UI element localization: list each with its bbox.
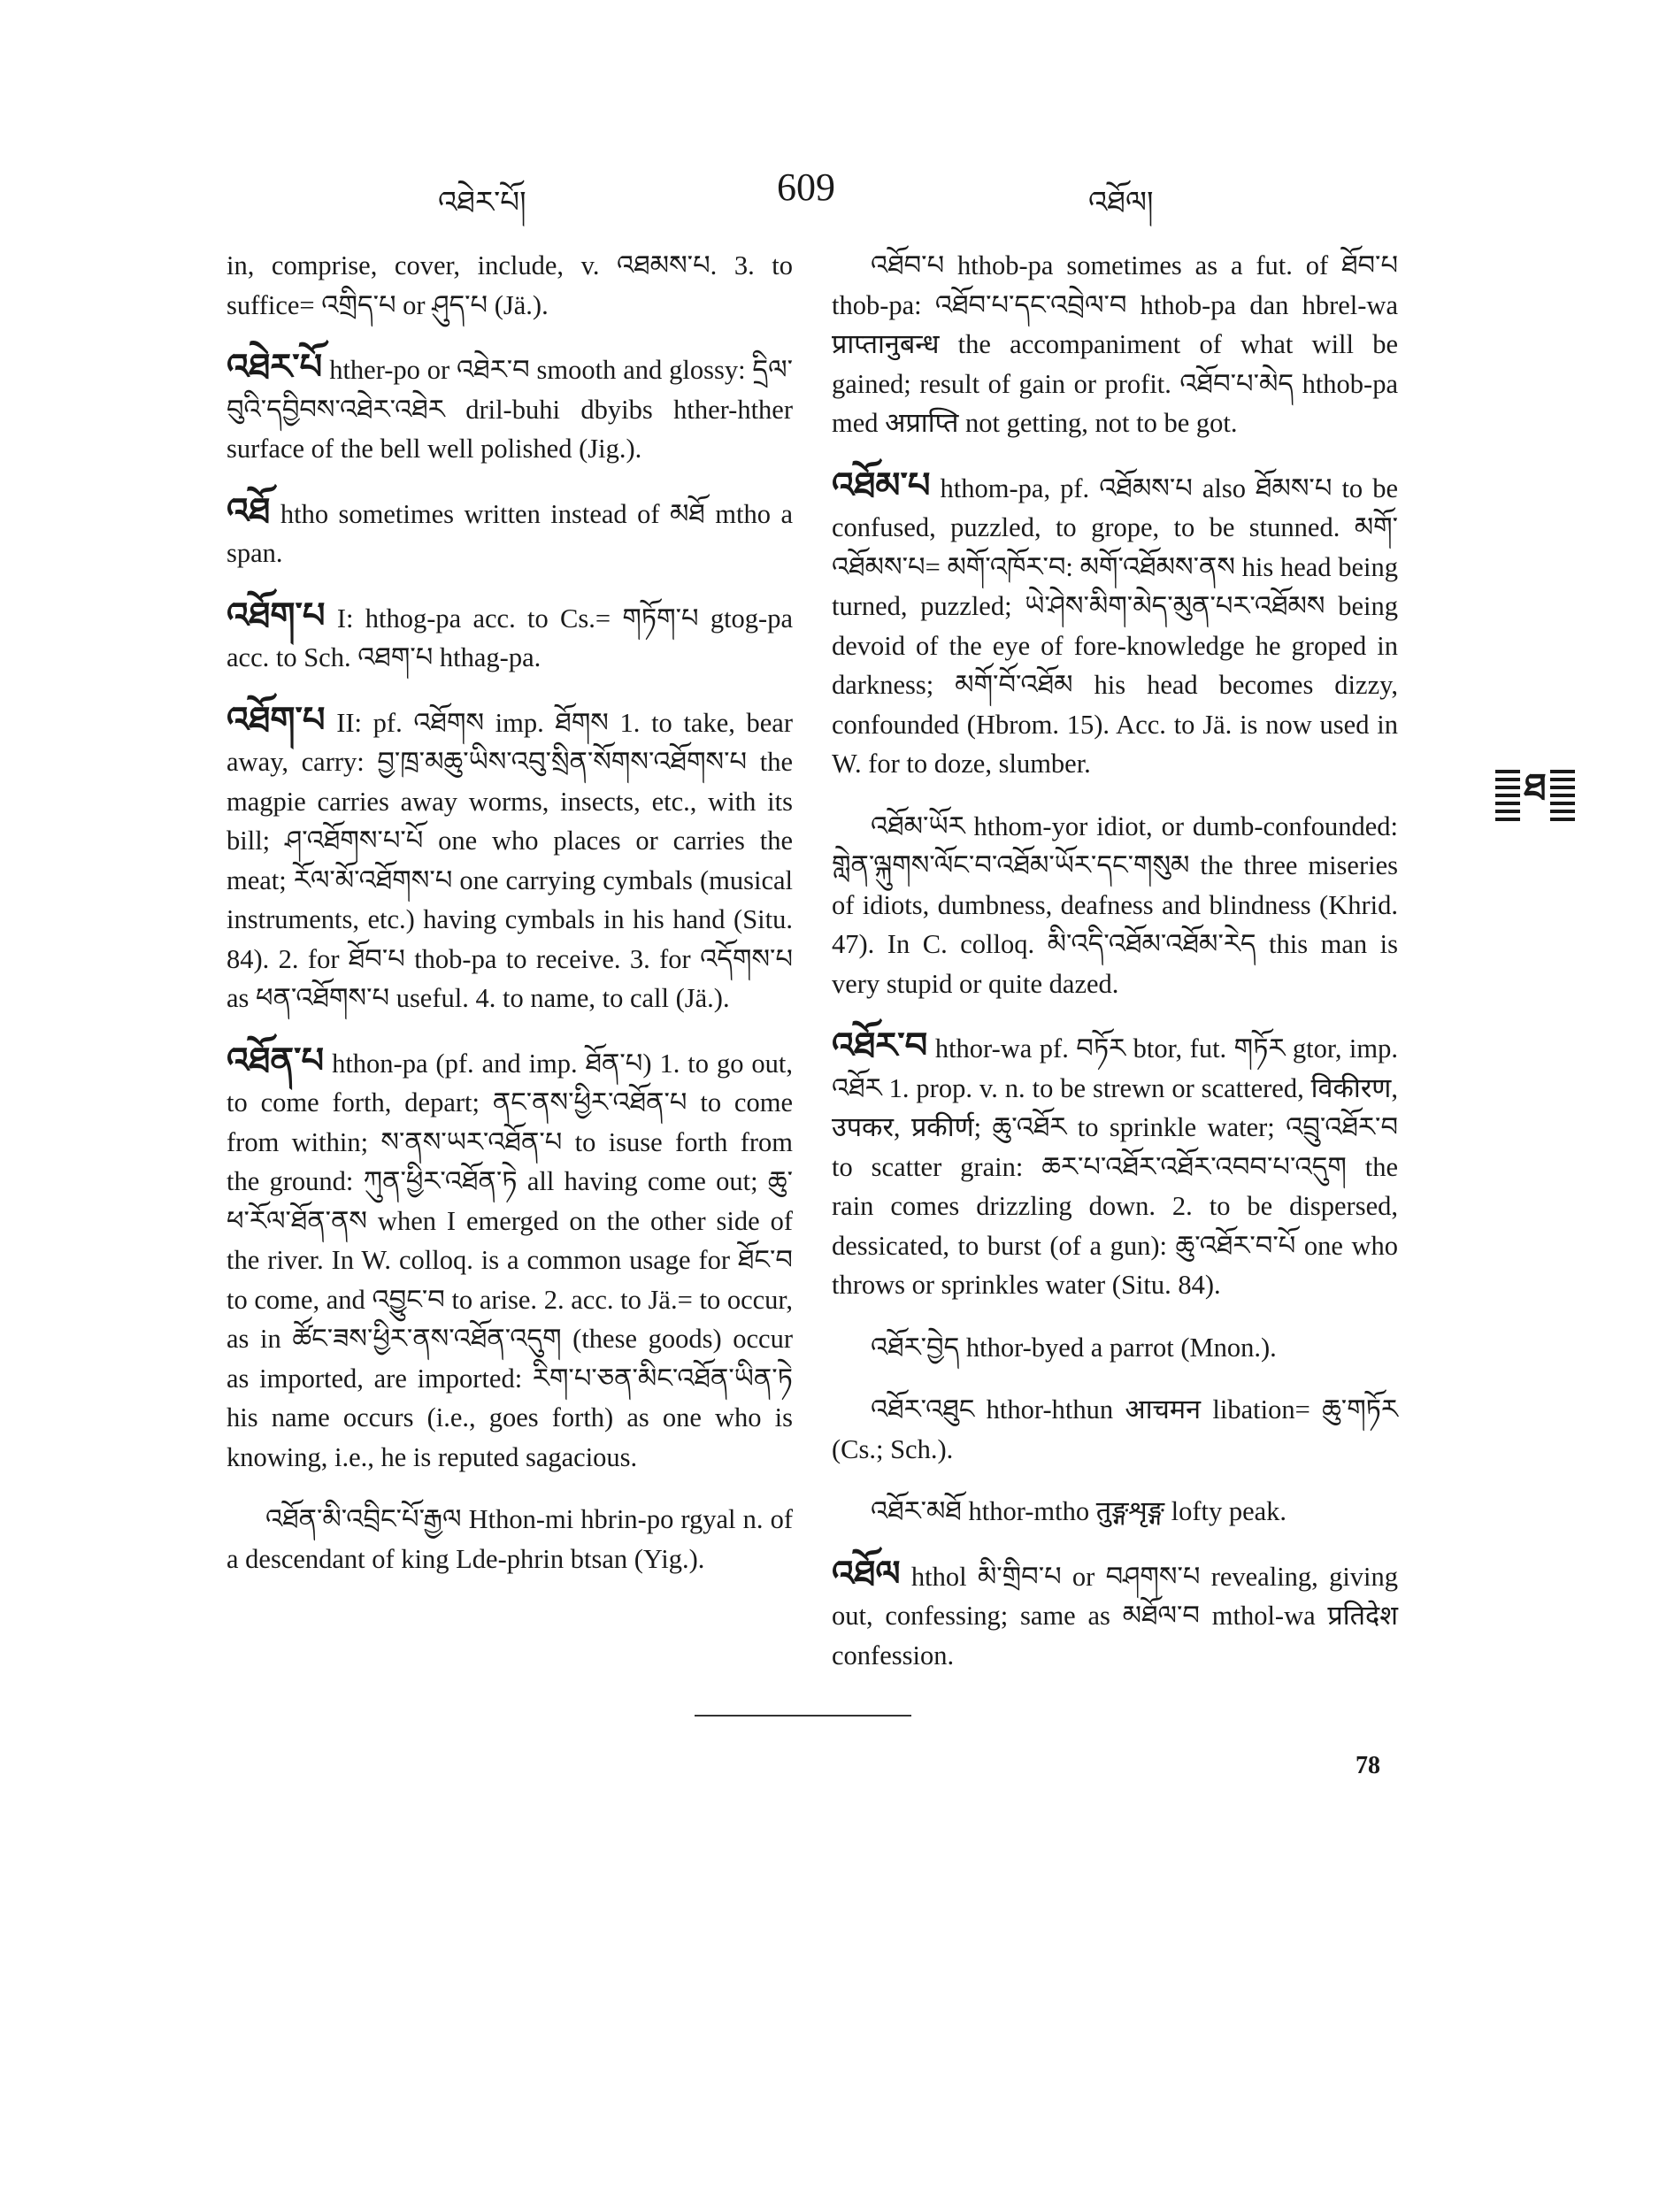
entry-hthom-pa xyxy=(832,466,1398,784)
thumb-index-tab xyxy=(1495,767,1575,825)
entry-htho xyxy=(227,492,793,573)
entry-hthor-wa xyxy=(832,1026,1398,1305)
entry-hthog-pa-1 xyxy=(227,596,793,678)
entry-text: hther-po or འཐེར་བ smooth and glossy: དྲིལ་བུའི་དབྱིབས་འཐེར་འཐེར dril-buhi dbyibs hther-hther surface of the bell well polished (Jig.). xyxy=(227,355,794,464)
entry-text: I: hthog-pa acc. to Cs.= གཏོག་པ gtog-pa acc. to Sch. འཐག་པ hthag-pa. xyxy=(227,603,793,672)
headword: འཐོར་བ xyxy=(832,1025,928,1065)
divider-rule xyxy=(695,1715,911,1717)
headword: འཐེར་པོ xyxy=(227,347,323,387)
page-number: 609 xyxy=(777,165,835,209)
entry-hthog-pa-2 xyxy=(227,701,793,1018)
entry-text: hthom-pa, pf. འཐོམས་པ also ཐོམས་པ to be confused, puzzled, to grope, to be stunned. མགོ་འཐོམས་པ= མགོ་འཁོར་བ: མགོ་འཐོམས་ནས his head being turned, puzzled; ཡེ་ཤེས་མིག་མེད་མུན་པར་འཐོམས being devoid of the eye of fore-knowledge he groped in darkness; མགོ་བོ་འཐོམ his head becomes dizzy, confounded (Hbrom. 15). Acc. to Jä. is now used in W. for to doze, slumber. xyxy=(832,472,1398,779)
entry-text: hthon-pa (pf. and imp. ཐོན་པ) 1. to go out, to come forth, depart; ནང་ནས་ཕྱིར་འཐོན་པ to come from within; ས་ནས་ཡར་འཐོན་པ to isuse forth from the ground: ཀུན་ཕྱིར་འཐོན་ཏེ all having come out; ཆུ་ཕ་རོལ་ཐོན་ནས when I emerged on the other side of the river. In W. colloq. is a common usage for ཐོང་བ to come, and འབྱུང་བ to arise. 2. acc. to Jä.= to occur, as in ཚོང་ཟས་ཕྱིར་ནས་འཐོན་འདུག (these goods) occur as imported, are imported: རིག་པ་ཅན་མིང་འཐོན་ཡིན་ཏེ his name occurs (i.e., goes forth) as one who is knowing, i.e., he is reputed sagacious. xyxy=(227,1048,794,1472)
entry-text: II: pf. འཐོགས imp. ཐོགས 1. to take, bear away, carry: བྱ་ཁྲ་མཆུ་ཡིས་འབུ་སྲིན་སོགས་འཐོགས་པ the magpie carries away worms, insects, etc., with its bill; ཤ་འཐོགས་པ་པོ one who places or carries the meat; རོལ་མོ་འཐོགས་པ one carrying cymbals (musical instruments, etc.) having cymbals in his hand (Situ. 84). 2. for ཐོབ་པ thob-pa to receive. 3. for འདོགས་པ as ཕན་འཐོགས་པ useful. 4. to name, to call (Jä.). xyxy=(227,707,794,1013)
entry-text: hthol མི་གྲིབ་པ or བཤགས་པ revealing, giving out, confessing; same as མཐོལ་བ mthol-wa प्रतिदेश confession. xyxy=(832,1561,1399,1671)
entry-hthol xyxy=(832,1555,1398,1676)
page-signature: 78 xyxy=(1356,1752,1380,1779)
subentry-hthom-yor: འཐོམ་ཡོར hthom-yor idiot, or dumb-confounded: གླེན་ལྐུགས་ལོང་བ་འཐོམ་ཡོར་དང་གསུམ the three miseries of idiots, dumbness, deafness and blindness (Khrid. 47). In C. colloq. མི་འདི་འཐོམ་འཐོམ་རེད this man is very stupid or quite dazed. xyxy=(832,810,1398,999)
thumb-index-letter: ཐ xyxy=(1520,745,1549,850)
subentry-hthob-pa: འཐོབ་པ hthob-pa sometimes as a fut. of ཐོབ་པ thob-pa: འཐོབ་པ་དང་འབྲེལ་བ hthob-pa dan hbrel-wa प्राप्तानुबन्ध the accompaniment of what will be gained; result of gain or profit. འཐོབ་པ་མེད hthob-pa med अप्राप्ति not getting, not to be got. xyxy=(832,250,1398,438)
running-header xyxy=(0,165,1659,221)
headword: འཐོག་པ xyxy=(227,595,326,635)
headword: འཐོན་པ xyxy=(227,1040,325,1080)
header-left-guideword: འཐེར་པོ། xyxy=(438,187,526,219)
subentry-hthor-mtho: འཐོར་མཐོ hthor-mtho तुङ्गशृङ्ग lofty peak. xyxy=(871,1496,1287,1526)
entry-text: hthor-wa pf. བཏོར btor, fut. གཏོར gtor, imp. འཐོར 1. prop. v. n. to be strewn or scattered, विकीरण, उपकर, प्रकीर्ण; ཆུ་འཐོར to sprinkle water; འབྲུ་འཐོར་བ to scatter grain: ཆར་པ་འཐོར་འཐོར་འབབ་པ་འདུག the rain comes drizzling down. 2. to be dispersed, dessicated, to burst (of a gun): ཆུ་འཐོར་བ་པོ one who throws or sprinkles water (Situ. 84). xyxy=(832,1033,1399,1300)
headword: འཐོག་པ xyxy=(227,699,326,740)
left-column xyxy=(227,246,793,1601)
subentry-hthor-byed: འཐོར་བྱེད hthor-byed a parrot (Mnon.). xyxy=(871,1332,1277,1363)
entry-text: htho sometimes written instead of མཐོ mtho a span. xyxy=(227,498,793,568)
headword: འཐོམ་པ xyxy=(832,465,931,505)
subentry-hthon-mi: འཐོན་མི་འབྲིང་པོ་རྒྱལ Hthon-mi hbrin-po rgyal n. of a descendant of king Lde-phrin btsan (Yig.). xyxy=(227,1504,793,1574)
headword: འཐོལ xyxy=(832,1553,901,1594)
entry-continuation: in, comprise, cover, include, v. འཐམས་པ. 3. to suffice= འགྲིད་པ or ཤུད་པ (Jä.). xyxy=(227,250,793,320)
subentry-hthor-hthun: འཐོར་འཐུང hthor-hthun आचमन libation= ཆུ་གཏོར (Cs.; Sch.). xyxy=(832,1394,1398,1464)
right-column xyxy=(832,246,1398,1698)
entry-hthon-pa xyxy=(227,1041,793,1478)
header-right-guideword: འཐོལ། xyxy=(1088,187,1154,219)
headword: འཐོ xyxy=(227,490,271,531)
entry-hther-po xyxy=(227,348,793,469)
